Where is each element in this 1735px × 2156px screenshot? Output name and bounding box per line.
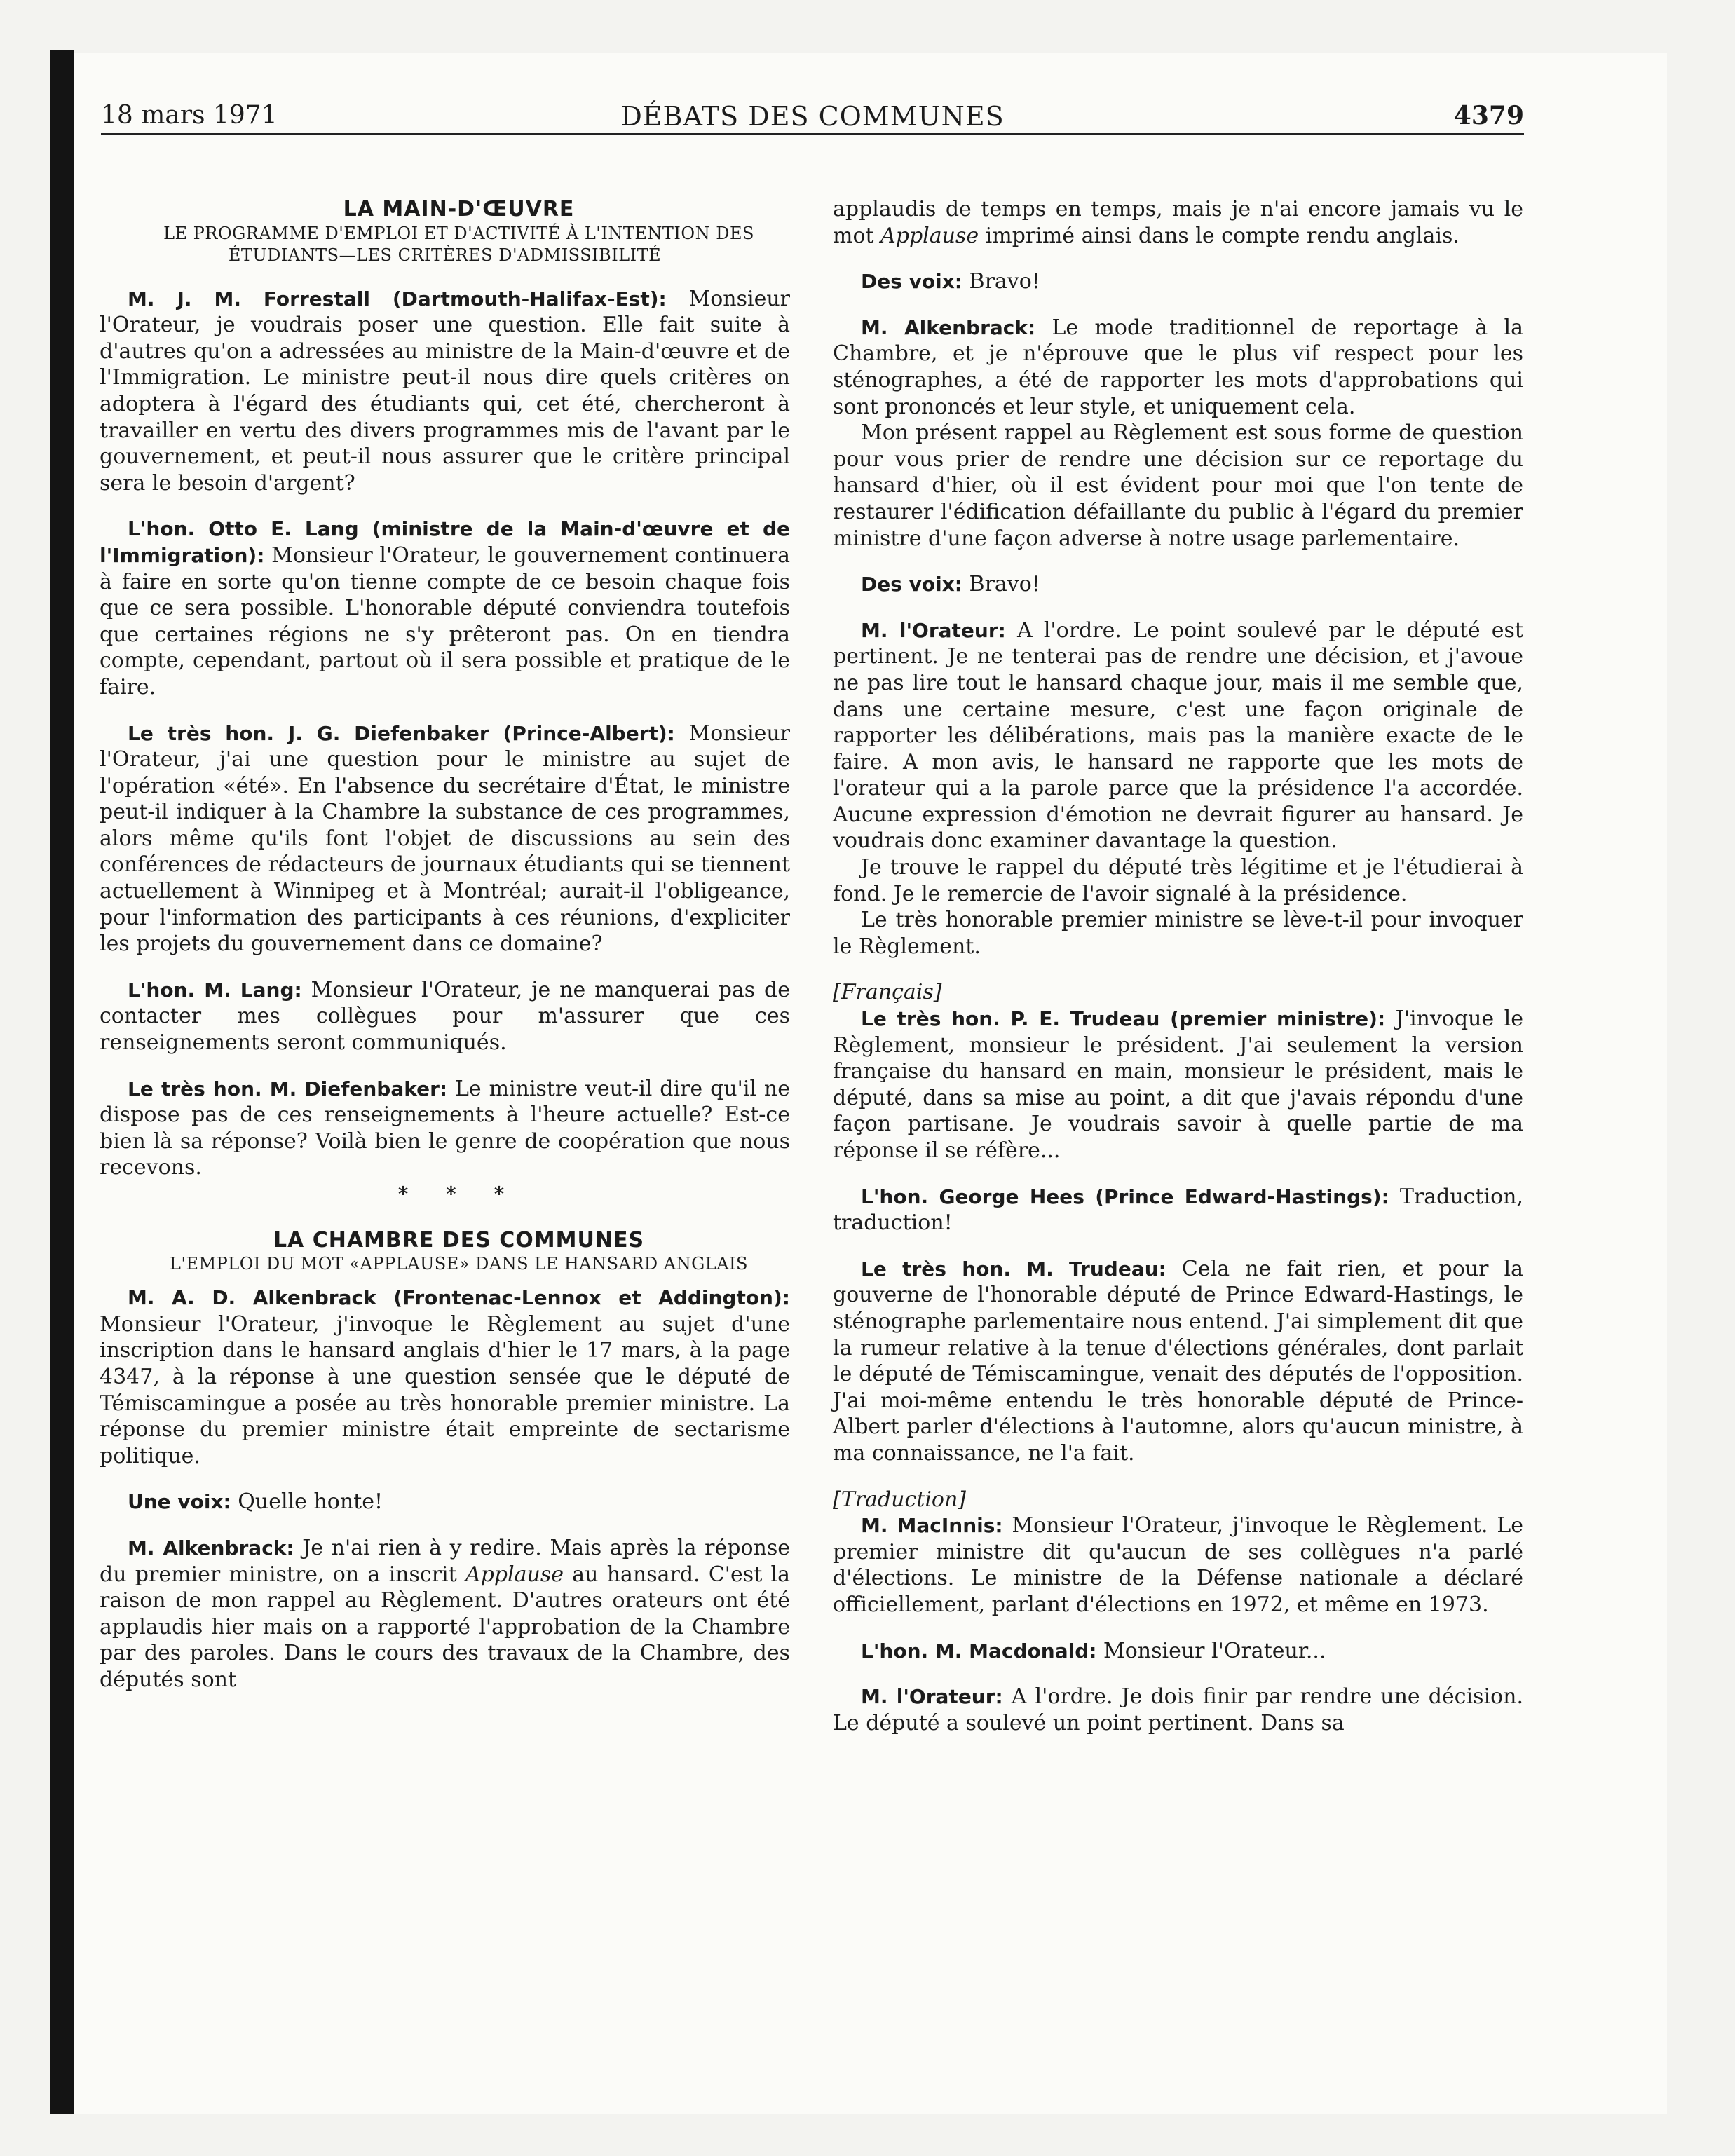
- paragraph-text: Quelle honte!: [231, 1489, 383, 1515]
- paragraph-text: Bravo!: [962, 572, 1040, 597]
- scan-dark-edge: [50, 50, 74, 2114]
- paragraph-text: Le ministre veut-il dire qu'il ne dispose pas de ces renseignements à l'heure actuelle? Est-ce bien là sa réponse? Voilà bien le genre de coopération que nous recevons.: [100, 1076, 791, 1180]
- speaker-name: L'hon. Otto E. Lang (ministre de la Main-d'œuvre et de l'Immigration):: [100, 517, 790, 567]
- paragraph-orateur-final: [833, 1684, 1523, 1736]
- left-column: [100, 196, 790, 1693]
- emphasis-applause: Applause: [880, 223, 979, 248]
- header-title: DÉBATS DES COMMUNES: [620, 101, 1005, 132]
- section-title-main-doeuvre: LA MAIN-D'ŒUVRE: [343, 197, 575, 221]
- paragraph-orateur: [833, 618, 1523, 854]
- emphasis-applause: Applause: [465, 1562, 564, 1587]
- speaker-name: M. J. M. Forrestall (Dartmouth-Halifax-Est):: [128, 287, 667, 311]
- speaker-name: L'hon. M. Macdonald:: [861, 1639, 1097, 1663]
- paragraph-text: applaudis de temps en temps, mais je n'ai encore jamais vu le mot: [833, 197, 1523, 248]
- paragraph-lang-reply: [100, 977, 790, 1056]
- paragraph-lang: [100, 516, 790, 700]
- paragraph-une-voix: [100, 1489, 790, 1515]
- speaker-name: M. Alkenbrack:: [128, 1536, 294, 1560]
- paragraph-trudeau-2: [833, 1256, 1523, 1467]
- language-marker-traduction: [Traduction]: [833, 1487, 967, 1512]
- paragraph-rappel: Mon présent rappel au Règlement est sous forme de question pour vous prier de rendre une décision sur ce reportage du hansard d'hier, où il est évident pour moi que l'on tente de restaurer l'édification défaillante du public à l'égard du premier ministre d'une façon adverse à notre usage parlementaire.: [833, 421, 1523, 551]
- speaker-name: Le très hon. M. Diefenbaker:: [128, 1077, 448, 1100]
- paragraph-text: Monsieur l'Orateur, j'invoque le Règlement. Le premier ministre dit qu'aucun de ses collègues n'a parlé d'élections. Le ministre de la Défense nationale a déclaré officiellement, parlant d'élections en 1972, et même en 1973.: [833, 1513, 1523, 1617]
- speaker-name: Une voix:: [128, 1490, 231, 1514]
- paragraph-macinnis: [833, 1513, 1523, 1618]
- language-marker-francais: [Français]: [833, 980, 942, 1005]
- paragraph-text: Monsieur l'Orateur, je ne manquerai pas de contacter mes collègues pour m'assurer que ces renseignements seront communiqués.: [100, 977, 791, 1056]
- paragraph-continuation: [833, 196, 1523, 249]
- paragraph-text: Monsieur l'Orateur, le gouvernement continuera à faire en sorte qu'on tienne compte de ce besoin chaque fois que ce sera possible. L'honorable député conviendra toutefois que certaines régions ne s'y prêteront pas. On en tiendra compte, cependant, partout où il sera possible et pratique de le faire.: [100, 543, 790, 700]
- speaker-name: Des voix:: [861, 573, 962, 596]
- paragraph-text: Monsieur l'Orateur, j'ai une question pour le ministre au sujet de l'opération «été». En l'absence du secrétaire d'État, le ministre peut-il indiquer à la Chambre la substance de ces programmes, alors même qu'ils font l'objet de discussions au sein des conférences de rédacteurs de journaux étudiants qui se tiennent actuellement à Winnipeg et à Montréal; aurait-il l'obligeance, pour l'information des participants à ces réunions, d'expliciter les projets du gouvernement dans ce domaine?: [100, 721, 791, 957]
- paragraph-des-voix-2: [833, 571, 1523, 598]
- right-column: [833, 196, 1523, 1736]
- paragraph-text: A l'ordre. Je dois finir par rendre une décision. Le député a soulevé un point pertinent. Dans sa: [833, 1684, 1523, 1735]
- paragraph-text: Monsieur l'Orateur...: [1096, 1638, 1326, 1663]
- section-title-chambre: LA CHAMBRE DES COMMUNES: [273, 1227, 645, 1253]
- speaker-name: M. l'Orateur:: [861, 1685, 1003, 1709]
- page-header: [101, 101, 1524, 150]
- paragraph-hees: [833, 1184, 1523, 1236]
- speaker-name: M. Alkenbrack:: [861, 315, 1036, 339]
- paragraph-text: Le mode traditionnel de reportage à la Chambre, et je n'éprouve que le plus vif respect pour les sténographes, a été de rapporter les mots d'approbations qui sont prononcés et leur style, et uniquement cela.: [833, 315, 1523, 419]
- section-separator: * * *: [397, 1182, 520, 1206]
- speaker-name: M. MacInnis:: [861, 1514, 1003, 1538]
- header-page-number: 4379: [1453, 101, 1524, 130]
- paragraph-diefenbaker-reply: [100, 1076, 790, 1181]
- paragraph-text: Monsieur l'Orateur, j'invoque le Règlement au sujet d'une inscription dans le hansard anglais d'hier le 17 mars, à la page 4347, à la réponse à une question sensée que le député de Témiscamingue a posée au très honorable premier ministre. La réponse du premier ministre était empreinte de sectarisme politique.: [100, 1311, 790, 1468]
- paragraph-text: Cela ne fait rien, et pour la gouverne de l'honorable député de Prince Edward-Hastings, le sténographe parlementaire nous entend. J'ai simplement dit que la rumeur relative à la tenue d'élections générales, dont parlait le député de Témiscamingue, venait des députés de l'opposition. J'ai moi-même entendu le très honorable député de Prince-Albert parler d'élections à l'automne, alors qu'aucun ministre, à ma connaissance, ne l'a fait.: [833, 1256, 1523, 1466]
- section-subtitle-programme: LE PROGRAMME D'EMPLOI ET D'ACTIVITÉ À L'INTENTION DES ÉTUDIANTS—LES CRITÈRES D'ADMISSIBILITÉ: [163, 223, 754, 265]
- paragraph-diefenbaker: [100, 721, 790, 957]
- paragraph-text: A l'ordre. Le point soulevé par le député est pertinent. Je ne tenterai pas de rendre une décision, et j'avoue ne pas lire tout le hansard chaque jour, mais il me semble que, dans une certaine mesure, c'est une façon originale de rapporter les délibérations, mais pas la manière exacte de le faire. A mon avis, le hansard ne rapporte que les mots de l'orateur qui a la parole parce que la présidence l'a accordée. Aucune expression d'émotion ne devrait figurer au hansard. Je voudrais donc examiner davantage la question.: [833, 618, 1523, 854]
- paragraph-alkenbrack-3: [833, 315, 1523, 420]
- speaker-name: M. A. D. Alkenbrack (Frontenac-Lennox et Addington):: [128, 1286, 790, 1310]
- speaker-name: Le très hon. J. G. Diefenbaker (Prince-Albert):: [128, 721, 675, 745]
- paragraph-forrestall: [100, 286, 790, 497]
- paragraph-text: imprimé ainsi dans le compte rendu anglais.: [979, 223, 1460, 248]
- speaker-name: L'hon. M. Lang:: [128, 978, 302, 1002]
- paragraph-orateur-3: Le très honorable premier ministre se lève-t-il pour invoquer le Règlement.: [833, 908, 1523, 959]
- paragraph-text: J'invoque le Règlement, monsieur le président. J'ai seulement la version française du hansard en main, monsieur le président, mais le député, dans sa mise au point, a dit que j'avais répondu d'une façon partisane. Je voudrais savoir à quelle partie de ma réponse il se réfère...: [833, 1007, 1523, 1163]
- paragraph-trudeau: [833, 1006, 1523, 1164]
- speaker-name: M. l'Orateur:: [861, 618, 1006, 642]
- speaker-name: Le très hon. M. Trudeau:: [861, 1257, 1166, 1281]
- header-date: 18 mars 1971: [101, 101, 278, 130]
- paragraph-des-voix: [833, 268, 1523, 295]
- paragraph-alkenbrack: [100, 1285, 790, 1469]
- paragraph-text: Bravo!: [962, 269, 1040, 294]
- paragraph-macdonald: [833, 1638, 1523, 1665]
- paragraph-text: Monsieur l'Orateur, je voudrais poser une question. Elle fait suite à d'autres qu'on a adressées au ministre de la Main-d'œuvre et de l'Immigration. Le ministre peut-il nous dire quels critères on adoptera à l'égard des étudiants qui, cet été, chercheront à travailler en vertu des divers programmes mis de l'avant par le gouvernement, et peut-il nous assurer que le critère principal sera le besoin d'argent?: [100, 286, 791, 496]
- paragraph-orateur-2: Je trouve le rappel du député très légitime et je l'étudierai à fond. Je le remercie de l'avoir signalé à la présidence.: [833, 855, 1523, 906]
- paragraph-text: Je n'ai rien à y redire. Mais après la réponse du premier ministre, on a inscrit: [100, 1535, 790, 1587]
- header-rule: [101, 133, 1524, 135]
- section-subtitle-applause: L'EMPLOI DU MOT «APPLAUSE» DANS LE HANSARD ANGLAIS: [170, 1254, 748, 1274]
- speaker-name: Des voix:: [861, 270, 962, 294]
- speaker-name: Le très hon. P. E. Trudeau (premier ministre):: [861, 1007, 1386, 1031]
- paragraph-text: Traduction, traduction!: [833, 1184, 1524, 1236]
- speaker-name: L'hon. George Hees (Prince Edward-Hastings):: [861, 1185, 1389, 1208]
- paragraph-text: au hansard. C'est la raison de mon rappel au Règlement. D'autres orateurs ont été applaudis hier mais on a rapporté l'approbation de la Chambre par des paroles. Dans le cours des travaux de la Chambre, des députés sont: [100, 1562, 790, 1692]
- paragraph-alkenbrack-2: [100, 1535, 790, 1693]
